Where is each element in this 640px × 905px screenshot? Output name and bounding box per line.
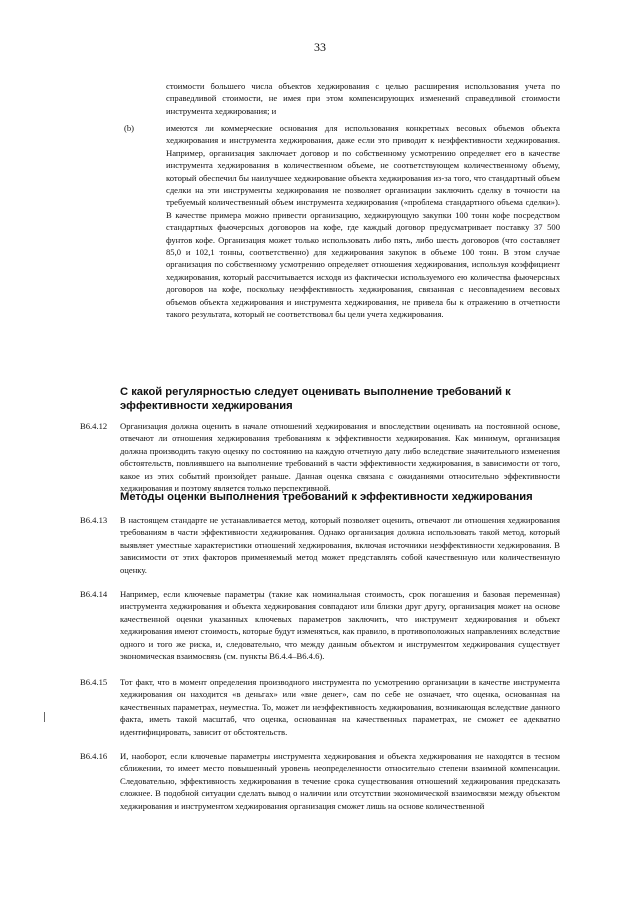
paragraph-b6-4-15 — [120, 676, 560, 738]
paragraph-id-b6-4-12: B6.4.12 — [80, 421, 108, 431]
scan-edge-mark — [44, 712, 45, 722]
paragraph-b6-4-13 — [120, 514, 560, 576]
paragraph-text: И, наоборот, если ключевые параметры инструмента хеджирования и объекта хеджирования не находятся в тесном сближении, то имеет место повышенный уровень неопределенности относительно степени взаимной компенсации. Следовательно, эффективность хеджирования в течение срока существования отношений хеджирования предсказать сложнее. В подобной ситуации сделать вывод о наличии или отсутствии экономической взаимосвязи между объектом хеджирования и инструментом хеджирования организация сможет лишь на основе количественной — [120, 751, 560, 811]
item-b — [166, 122, 560, 321]
paragraph-id-b6-4-14: B6.4.14 — [80, 589, 108, 599]
paragraph-b6-4-12 — [120, 420, 560, 494]
paragraph-text: В настоящем стандарте не устанавливается метод, который позволяет оценить, отвечают ли отношения хеджирования требованиям в части эффективности хеджирования. Однако организация должна использовать такой метод, который выявляет уместные характеристики отношений хеджирования, включая источники неэффективности хеджирования. В зависимости от этих факторов применяемый метод может представлять собой качественную или количественную оценку. — [120, 515, 560, 575]
item-b-text: имеются ли коммерческие основания для использования конкретных весовых объемов объекта хеджирования и инструмента хеджирования, даже если это приводит к неэффективности хеджирования. Например, организация заключает договор и по собственному усмотрению определяет его в качестве инструмента хеджирования в количественном объеме, не соответствующем количественному объему, который обеспечил бы наилучшее хеджирование объекта хеджирования из-за того, что стандартный объем сделки на эти инструменты хеджирования не позволяет организации заключить сделку в точности на требуемый количественный объем инструмента хеджирования («проблема стандартного объема сделки»). В качестве примера можно привести организацию, хеджирующую закупки 100 тонн кофе посредством стандартных фьючерсных договоров на кофе, где каждый договор предусматривает поставку 37 500 фунтов кофе. Организация может только использовать либо пять, либо шесть договоров (что составляет 85,0 и 102,1 тонны, соответственно) для хеджирования закупок в объеме 100 тонн. В этом случае организация по собственному усмотрению определяет отношения хеджирования, используя коэффициент хеджирования, который рассчитывается исходя из фактически используемого ею количества фьючерсных договоров на кофе, поскольку неэффективность хеджирования, связанная с несовпадением весовых объемов объекта хеджирования и инструмента хеджирования, не привела бы к отражению в отчетности такого результата, который не соответствовал бы цели учета хеджирования. — [166, 123, 560, 320]
section-heading-regularity: С какой регулярностью следует оценивать выполнение требований к эффективности хеджирования — [120, 386, 511, 412]
intro-continuation — [166, 80, 560, 117]
paragraph-text: Организация должна оценить в начале отношений хеджирования и впоследствии оценивать на постоянной основе, отвечают ли отношения хеджирования требованиям к эффективности хеджирования. Как минимум, организация должна производить такую оценку по состоянию на каждую отчетную дату либо вследствие значительного изменения обстоятельств, повлиявшего на выполнение требований в части эффективности хеджирования, в зависимости от того, какое из этих событий произойдет раньше. Данная оценка связана с ожиданиями относительно эффективности хеджирования и поэтому является только перспективной. — [120, 421, 560, 494]
paragraph-text: Например, если ключевые параметры (такие как номинальная стоимость, срок погашения и базовая переменная) инструмента хеджирования и объекта хеджирования совпадают или близки друг другу, организация может на основе качественной оценки указанных ключевых параметров заключить, что инструмент хеджирования и объект хеджирования имеют стоимость, которые будут изменяться, как правило, в противоположных направлениях вследствие одного и того же риска, и, следовательно, что между данным объектом и инструментом хеджирования существует экономическая взаимосвязь (см. пункты B6.4.4–B6.4.6). — [120, 589, 560, 662]
paragraph-text: Тот факт, что в момент определения производного инструмента по усмотрению организации в качестве инструмента хеджирования он находится «в деньгах» или «вне денег», сам по себе не означает, что оценка, основанная на качественных параметрах, неуместна. То, может ли неэффективность хеджирования, возникающая вследствие данного факта, иметь такой масштаб, что оценка, основанная на качественных параметрах, не сможет ее адекватно идентифицировать, зависит от обстоятельств. — [120, 677, 560, 737]
paragraph-b6-4-14 — [120, 588, 560, 662]
section-heading-methods: Методы оценки выполнения требований к эффективности хеджирования — [120, 491, 533, 503]
paragraph-id-b6-4-15: B6.4.15 — [80, 677, 108, 687]
page-number: 33 — [314, 40, 326, 54]
paragraph-id-b6-4-16: B6.4.16 — [80, 751, 108, 761]
paragraph-id-b6-4-13: B6.4.13 — [80, 515, 108, 525]
item-b-label: (b) — [124, 123, 135, 133]
paragraph-b6-4-16 — [120, 750, 560, 812]
intro-continuation-text: стоимости большего числа объектов хеджирования с целью расширения использования учета по справедливой стоимости, не имея при этом компенсирующих изменений справедливой стоимости инструмента хеджирования; и — [166, 81, 560, 116]
